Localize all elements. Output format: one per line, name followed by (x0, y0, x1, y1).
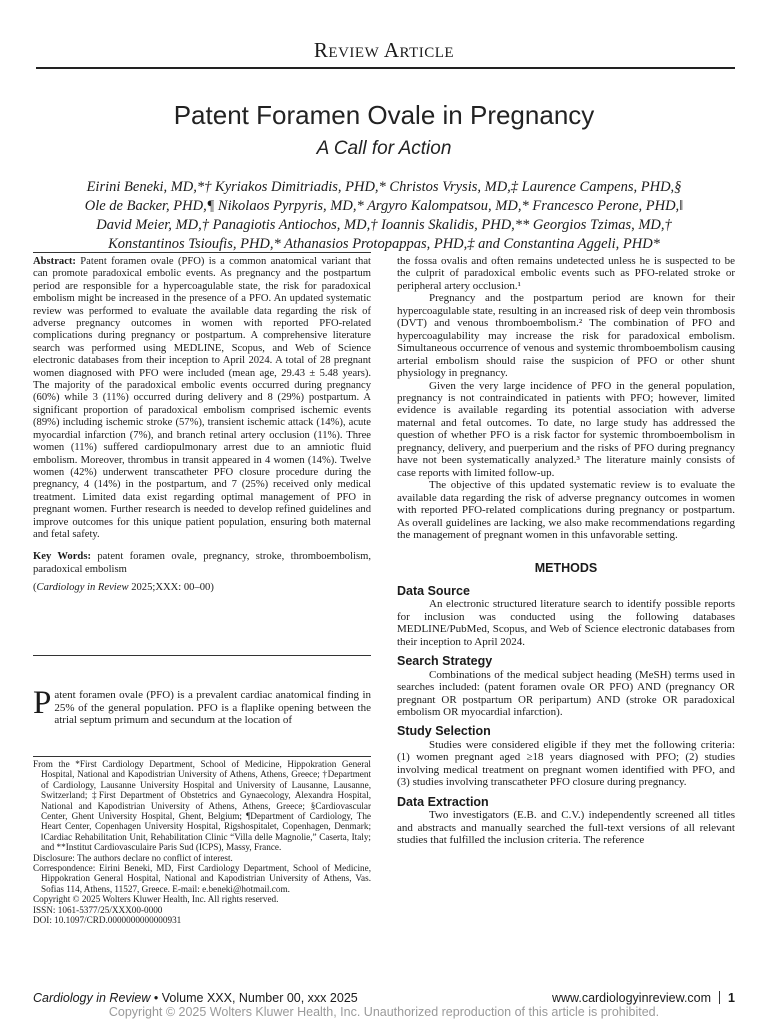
issn-note: ISSN: 1061-5377/25/XXX00-0000 (33, 904, 163, 915)
abstract-top-rule (33, 252, 371, 253)
body-paragraph: the fossa ovalis and often remains undetected unless he is suspected to be the culprit of paradoxical embolic events such as PFO-related stroke or peripheral artery occlusion.¹ (397, 255, 735, 292)
copyright-note: Copyright © 2025 Wolters Kluwer Health, Inc. All rights reserved. (33, 894, 279, 905)
citation-journal: Cardiology in Review (36, 582, 129, 594)
footer-right (552, 991, 735, 1005)
doi-note: DOI: 10.1097/CRD.0000000000000931 (33, 915, 182, 926)
footer-journal: Cardiology in Review (33, 991, 151, 1005)
copyright-banner: Copyright © 2025 Wolters Kluwer Health, Inc. Unauthorized reproduction of this article is prohibited. (108, 1005, 660, 1019)
body-paragraph: The objective of this updated systematic review is to evaluate the available data regarding the risk of adverse pregnancy outcomes in women with reported PFO-related complications during pregnancy or postpartum. As overall guidelines are lacking, we also make recommendations regarding the management of pregnant women in this unfavorable setting. (397, 479, 735, 541)
page-number: 1 (728, 991, 735, 1005)
author-line: Ole de Backer, PHD,¶ Nikolaos Pyrpyris, MD,* Argyro Kalompatsou, MD,* Francesco Perone, PHD,‖ (84, 198, 684, 214)
author-line: David Meier, MD,† Panagiotis Antiochos, MD,† Ioannis Skalidis, PHD,** Georgios Tzimas, MD,† (96, 217, 672, 233)
introduction-text: atent foramen ovale (PFO) is a prevalent cardiac anatomical finding in 25% of the general population. PFO is a flaplike opening between the atrial septum primum and secundum at the location of (54, 689, 371, 727)
footnote-rule (33, 756, 371, 757)
footer-volume: Volume XXX, Number 00, xxx 2025 (161, 991, 358, 1005)
footer-separator (719, 991, 720, 1004)
abstract-bottom-rule (33, 655, 371, 656)
body-paragraph: Studies were considered eligible if they met the following criteria: (1) women pregnant aged ≥18 years diagnosed with PFO; (2) studies involving medical treatment on pregnant women identified with PFO, and (3) studies involving transcatheter PFO closure during pregnancy. (397, 738, 735, 789)
body-paragraph: Combinations of the medical subject heading (MeSH) terms used in searches included: (patent foramen ovale OR PFO) AND (pregnancy OR pregnant OR postpartum OR peripartum) AND (stroke OR paradoxical embolism OR myocardial infarction). (397, 668, 735, 718)
abstract-text: Patent foramen ovale (PFO) is a common anatomical variant that can promote paradoxical embolic events. As pregnancy and the postpartum period are responsible for a hypercoagulable state, the risk for paradoxical embolism might be increased in the presence of a PFO. An updated systematic review was performed to evaluate the available data regarding the risk of adverse pregnancy outcomes in women with reported PFO-related complications during pregnancy or postpartum. A comprehensive literature search was performed using MEDLINE, Scopus, and Web of Science electronic databases from their inception to April 2024. A total of 28 pregnant women diagnosed with PFO were included (mean age, 29.43 ± 5.48 years). The majority of the paradoxical embolic events occurred during pregnancy (60%) while 3 (11%) occurred during delivery and 8 (29%) postpartum. A significant proportion of paradoxical embolism comprised ischemic events (89%) including ischemic stroke (57%), transient ischemic attack (14%), acute myocardial infarction (7%), and branch retinal artery occlusion (11%). Three women (11%) suffered cardiopulmonary arrest due to an amniotic fluid embolism. Moreover, thrombus in transit appeared in 4 women (14%). Twelve women (42%) underwent transcatheter PFO closure procedure during the pregnancy, 4 (14%) in the postpartum, and 7 (25%) received only medical treatment. Limited data exist regarding optimal management of PFO in pregnant women. Further research is needed to develop refined guidelines and improve outcomes for this unique patient population, ensuring both maternal and fetal safety. (33, 256, 371, 540)
correspondence-note: Correspondence: Eirini Beneki, MD, First Cardiology Department, School of Medicine, Hippokration General Hospital, National and Kapodistrian University of Athens, Vas. Sofias 114, Athens, 11527, Greece. E-mail: e.beneki@hotmail.com. (33, 863, 371, 894)
article-subtitle: A Call for Action (316, 138, 452, 159)
footer-bullet: • (153, 991, 159, 1005)
body-paragraph: An electronic structured literature search to identify possible reports for inclusion was conducted using the following databases MEDLINE/PubMed, Scopus, and Web of Science electronic databases from their inception to April 2024. (397, 598, 735, 648)
citation: (Cardiology in Review 2025;XXX: 00–00) (33, 582, 214, 594)
citation-details: 2025;XXX: 00–00) (131, 582, 214, 594)
footer-url[interactable]: www.cardiologyinreview.com (551, 991, 712, 1005)
disclosure-note: Disclosure: The authors declare no conflict of interest. (33, 852, 233, 863)
author-line: Eirini Beneki, MD,*† Kyriakos Dimitriadis, PHD,* Christos Vrysis, MD,‡ Laurence Campens, PHD,§ (86, 179, 682, 195)
author-list (40, 178, 728, 254)
affiliations-note: From the *First Cardiology Department, School of Medicine, Hippokration General Hospital, National and Kapodistrian University of Athens, Athens, Greece; †Department of Cardiology, Lausanne University Hospital and University of Lausanne, Lausanne, Switzerland; ‡First Department of Obstetrics and Gynaecology, Alexandra Hospital, National and Kapodistrian University of Athens, Athens, Greece; §Cardiovascular Center, Ghent University Hospital, Ghent, Belgium; ¶Department of Cardiology, The Heart Center, Copenhagen University Hospital, Rigshospitalet, Copenhagen, Denmark; ‖Cardiac Rehabilitation Unit, Rehabilitation Clinic “Villa delle Magnolie,” Caserta, Italy; and **Institut Cardiovasculaire Paris Sud (ICPS), Massy, France. (33, 759, 371, 853)
right-column (397, 255, 735, 846)
keywords-label: Key Words: (33, 551, 91, 563)
methods-heading: METHODS (534, 561, 598, 576)
keywords-text: patent foramen ovale, pregnancy, stroke, thromboembolism, paradoxical embolism (33, 551, 371, 575)
article-type-label: Review Article (313, 38, 455, 62)
body-paragraph: Two investigators (E.B. and C.V.) independently screened all titles and abstracts and manually searched the full-text versions of all relevant studies that fulfilled the inclusion criteria. The reference (397, 809, 735, 847)
section-heading-data-source: Data Source (397, 583, 470, 598)
section-heading-data-extraction: Data Extraction (397, 794, 489, 809)
section-heading-study-selection: Study Selection (397, 724, 491, 739)
left-column (33, 256, 371, 595)
body-paragraph: Pregnancy and the postpartum period are known for their hypercoagulable state, resulting in an increased risk of deep vein thrombosis (DVT) and venous thromboembolism.² The combination of PFO and hypercoagulability may increase the risk for paradoxical embolism. Simultaneous occurrence of venous and systemic thromboembolism causing arterial embolism should raise the suspicion of PFO or other shunt physiology in pregnancy. (397, 292, 735, 380)
abstract-label: Abstract: (33, 256, 76, 267)
article-title: Patent Foramen Ovale in Pregnancy (173, 100, 595, 130)
header-rule (36, 67, 735, 69)
body-paragraph: Given the very large incidence of PFO in the general population, pregnancy is not contraindicated in patients with PFO; however, limited evidence is available regarding its potential association with adverse maternal and fetal outcomes. To date, no large study has addressed the question of whether PFO is a risk factor for systemic thromboembolism in pregnancy, delivery, and puerperium and the risks of PFO during pregnancy have not been systematically analyzed.³ The literature mainly consists of case reports with limited follow-up. (397, 379, 735, 479)
footer-journal-info (33, 991, 358, 1005)
keywords (33, 551, 371, 576)
abstract (33, 256, 371, 541)
drop-cap: P (33, 685, 52, 721)
introduction-paragraph (33, 685, 371, 727)
section-heading-search-strategy: Search Strategy (397, 654, 493, 669)
footnotes (33, 759, 371, 926)
author-line: Konstantinos Tsioufis, PHD,* Athanasios Protopappas, PHD,‡ and Constantina Aggeli, PHD* (108, 236, 660, 252)
